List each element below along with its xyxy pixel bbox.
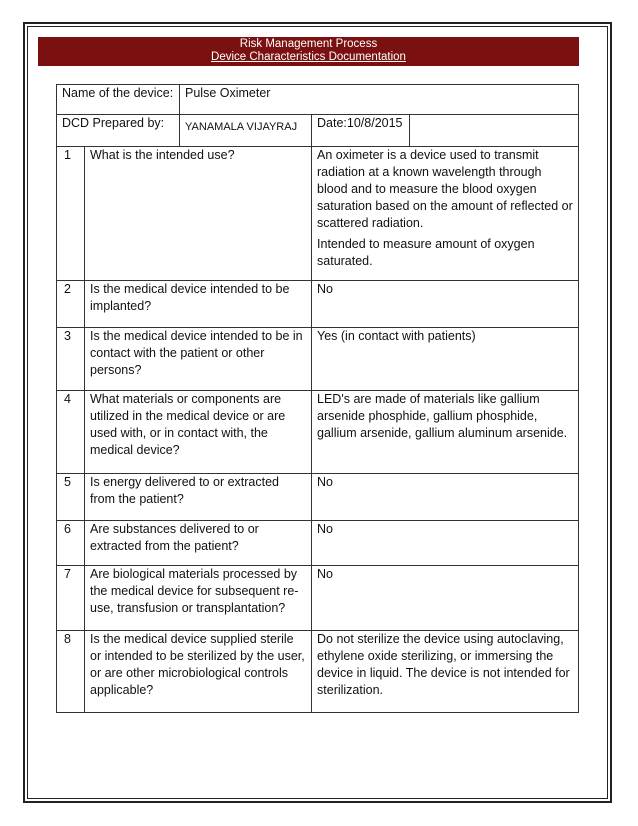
row-question: Is the medical device intended to be implanted?	[85, 281, 312, 328]
blank-cell	[410, 115, 579, 147]
table-row	[57, 281, 579, 328]
row-question: Is the medical device supplied sterile or intended to be sterilized by the user, or are other microbiological controls applicable?	[85, 631, 312, 713]
table-row	[57, 391, 579, 474]
banner-title: Risk Management Process	[239, 38, 378, 50]
row-answer: No	[312, 281, 579, 328]
prepared-by-value: YANAMALA VIJAYRAJ	[180, 115, 312, 147]
row-number: 8	[57, 631, 85, 713]
prepared-by-label: DCD Prepared by:	[57, 115, 180, 147]
row-question: Are substances delivered to or extracted from the patient?	[85, 521, 312, 566]
row-answer	[312, 147, 579, 281]
row-question: What is the intended use?	[85, 147, 312, 281]
document-banner	[38, 37, 579, 66]
row-number: 6	[57, 521, 85, 566]
row-number: 4	[57, 391, 85, 474]
table-row	[57, 631, 579, 713]
banner-subtitle: Device Characteristics Documentation	[211, 51, 406, 63]
row-answer: LED's are made of materials like gallium arsenide phosphide, gallium phosphide, gallium arsenide, gallium aluminum arsenide.	[312, 391, 579, 474]
row-number: 7	[57, 566, 85, 631]
row-answer: Yes (in contact with patients)	[312, 328, 579, 391]
table-row	[57, 521, 579, 566]
row-question: What materials or components are utilized in the medical device or are used with, or in contact with, the medical device?	[85, 391, 312, 474]
row-number: 2	[57, 281, 85, 328]
row-number: 1	[57, 147, 85, 281]
row-answer: No	[312, 566, 579, 631]
row-number: 3	[57, 328, 85, 391]
table-row	[57, 328, 579, 391]
table-row	[57, 474, 579, 521]
prepared-by-row	[57, 115, 579, 147]
table-row	[57, 566, 579, 631]
device-name-value: Pulse Oximeter	[180, 85, 579, 115]
row-answer: Do not sterilize the device using autoclaving, ethylene oxide sterilizing, or immersing the device in liquid. The device is not intended for sterilization.	[312, 631, 579, 713]
row-question: Is the medical device intended to be in contact with the patient or other persons?	[85, 328, 312, 391]
characteristics-table	[56, 84, 579, 713]
device-name-label: Name of the device:	[57, 85, 180, 115]
row-answer-text: An oximeter is a device used to transmit radiation at a known wavelength through blood and to measure the blood oxygen saturation based on the amount of reflected or scattered radiation.	[317, 148, 573, 230]
row-question: Is energy delivered to or extracted from the patient?	[85, 474, 312, 521]
device-name-row	[57, 85, 579, 115]
row-number: 5	[57, 474, 85, 521]
row-question: Are biological materials processed by the medical device for subsequent re-use, transfusion or transplantation?	[85, 566, 312, 631]
row-answer-text-2: Intended to measure amount of oxygen saturated.	[317, 237, 535, 268]
row-answer: No	[312, 474, 579, 521]
date-value: Date:10/8/2015	[312, 115, 410, 147]
table-row	[57, 147, 579, 281]
row-answer: No	[312, 521, 579, 566]
